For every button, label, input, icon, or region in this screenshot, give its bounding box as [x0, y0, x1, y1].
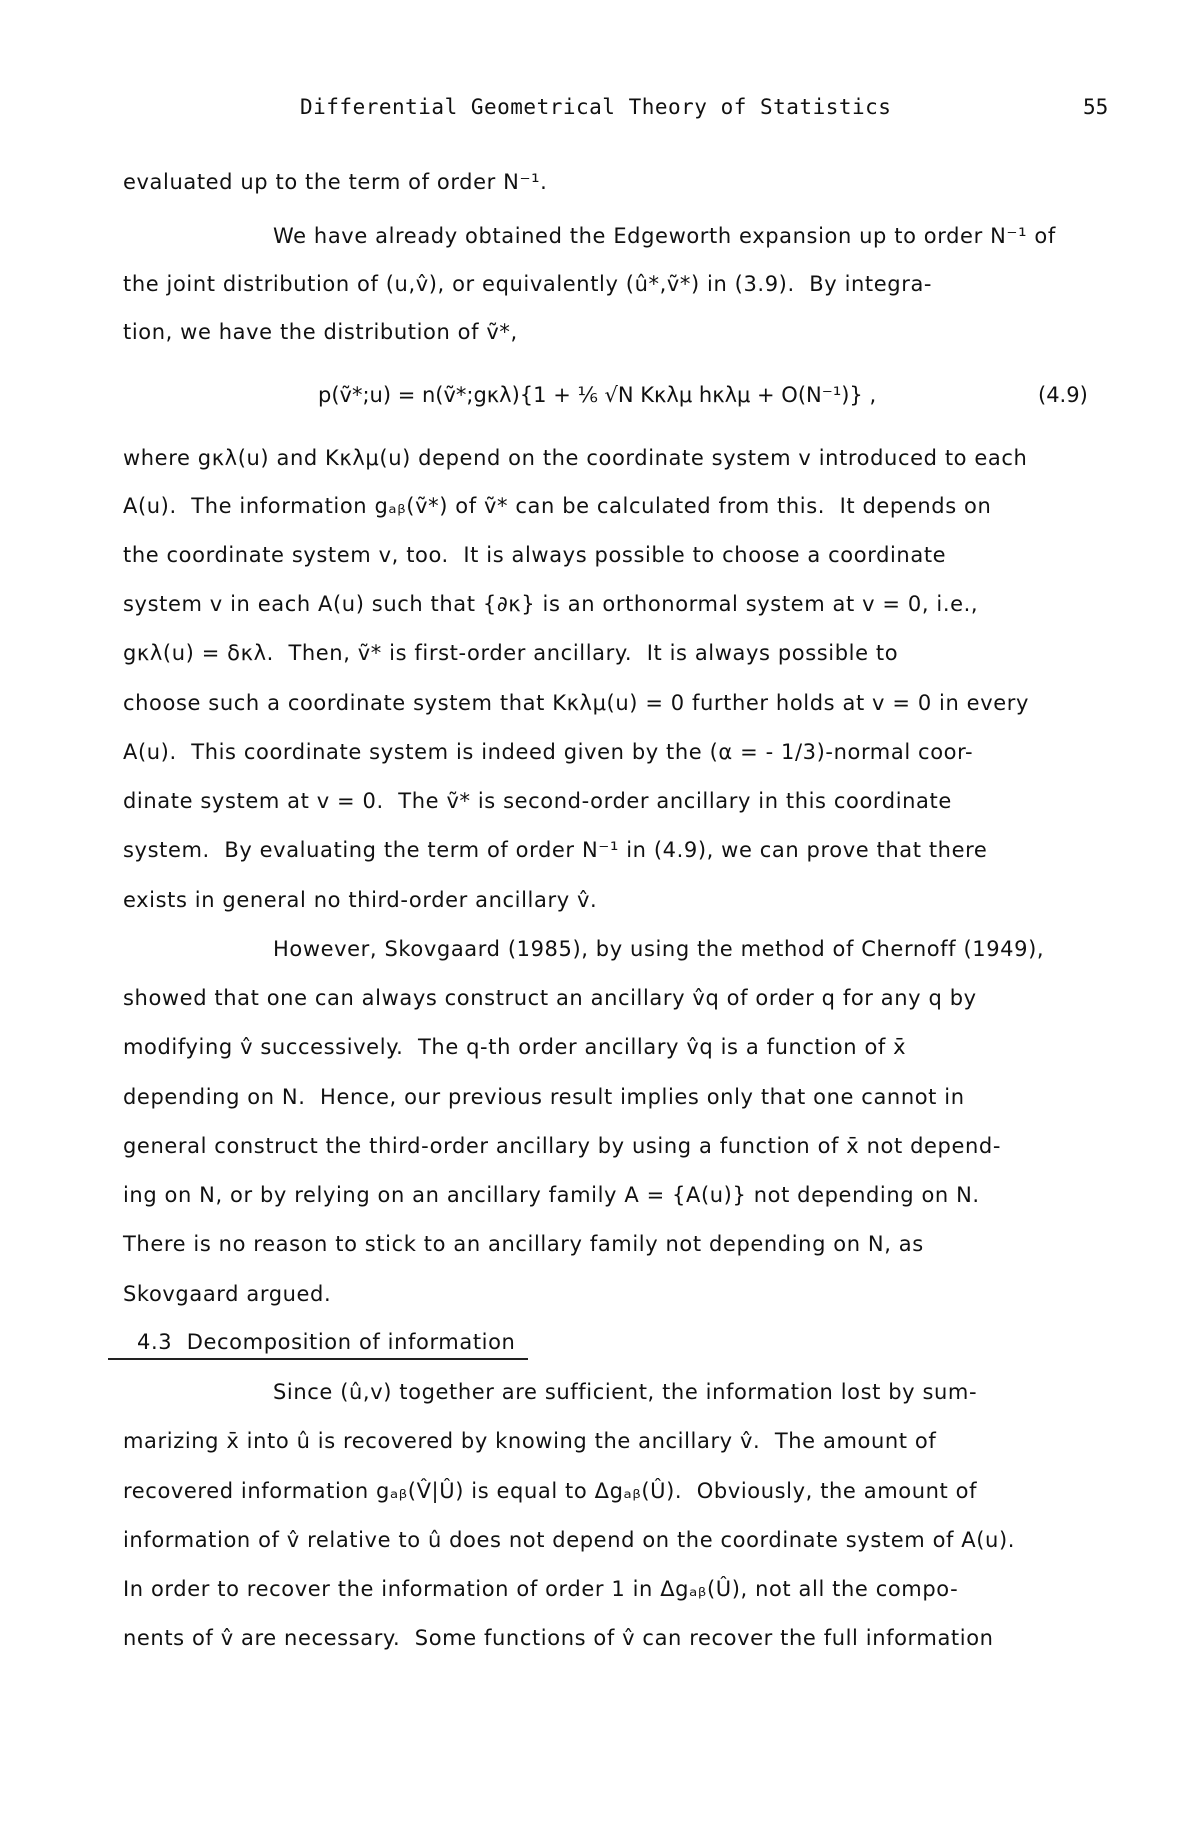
text-line: the coordinate system v, too. It is always possible to choose a coordinate	[123, 543, 947, 567]
text-line: We have already obtained the Edgeworth expansion up to order N⁻¹ of	[273, 224, 1056, 248]
text-line: Since (û,v) together are sufficient, the information lost by sum-	[273, 1380, 978, 1404]
page-header	[0, 95, 1200, 125]
text-line: showed that one can always construct an ancillary v̂q of order q for any q by	[123, 986, 977, 1010]
text-line: There is no reason to stick to an ancillary family not depending on N, as	[123, 1232, 924, 1256]
text-line: tion, we have the distribution of ṽ*,	[123, 320, 518, 344]
text-line: Skovgaard argued.	[123, 1282, 332, 1306]
text-line: exists in general no third-order ancillary v̂.	[123, 888, 598, 912]
text-line: choose such a coordinate system that Kκλμ(u) = 0 further holds at v = 0 in every	[123, 691, 1030, 715]
text-line: general construct the third-order ancillary by using a function of x̄ not depend-	[123, 1134, 1001, 1158]
text-line: A(u). This coordinate system is indeed given by the (α = - 1/3)-normal coor-	[123, 740, 974, 764]
text-line: evaluated up to the term of order N⁻¹.	[123, 170, 548, 194]
text-line: where gκλ(u) and Kκλμ(u) depend on the coordinate system v introduced to each	[123, 446, 1028, 470]
text-line: dinate system at v = 0. The ṽ* is second-order ancillary in this coordinate	[123, 789, 952, 813]
text-line: depending on N. Hence, our previous result implies only that one cannot in	[123, 1085, 965, 1109]
text-line: information of v̂ relative to û does not depend on the coordinate system of A(u).	[123, 1528, 1016, 1552]
text-line: system. By evaluating the term of order N⁻¹ in (4.9), we can prove that there	[123, 838, 988, 862]
text-line: modifying v̂ successively. The q-th order ancillary v̂q is a function of x̄	[123, 1035, 907, 1059]
page-number: 55	[1083, 95, 1109, 119]
running-title: Differential Geometrical Theory of Statistics	[300, 95, 892, 119]
text-line: recovered information gₐᵦ(V̂|Û) is equal to Δgₐᵦ(Û). Obviously, the amount of	[123, 1479, 978, 1503]
text-line: In order to recover the information of order 1 in Δgₐᵦ(Û), not all the compo-	[123, 1577, 959, 1601]
section-heading: 4.3 Decomposition of information	[137, 1330, 516, 1354]
text-line: A(u). The information gₐᵦ(ṽ*) of ṽ* can be calculated from this. It depends on	[123, 494, 992, 518]
text-line: the joint distribution of (u,v̂), or equivalently (û*,ṽ*) in (3.9). By integra-	[123, 272, 933, 296]
section-underline	[108, 1358, 528, 1360]
text-line: ing on N, or by relying on an ancillary family A = {A(u)} not depending on N.	[123, 1183, 980, 1207]
text-line: nents of v̂ are necessary. Some functions of v̂ can recover the full information	[123, 1626, 994, 1650]
equation: p(ṽ*;u) = n(ṽ*;gκλ){1 + ⅙ √N Kκλμ hκλμ + O(N⁻¹)} ,	[318, 383, 877, 407]
text-line: However, Skovgaard (1985), by using the method of Chernoff (1949),	[273, 937, 1045, 961]
equation-number: (4.9)	[1038, 383, 1088, 407]
text-line: marizing x̄ into û is recovered by knowing the ancillary v̂. The amount of	[123, 1429, 937, 1453]
text-line: gκλ(u) = δκλ. Then, ṽ* is first-order ancillary. It is always possible to	[123, 641, 899, 665]
text-line: system v in each A(u) such that {∂κ} is an orthonormal system at v = 0, i.e.,	[123, 592, 979, 616]
